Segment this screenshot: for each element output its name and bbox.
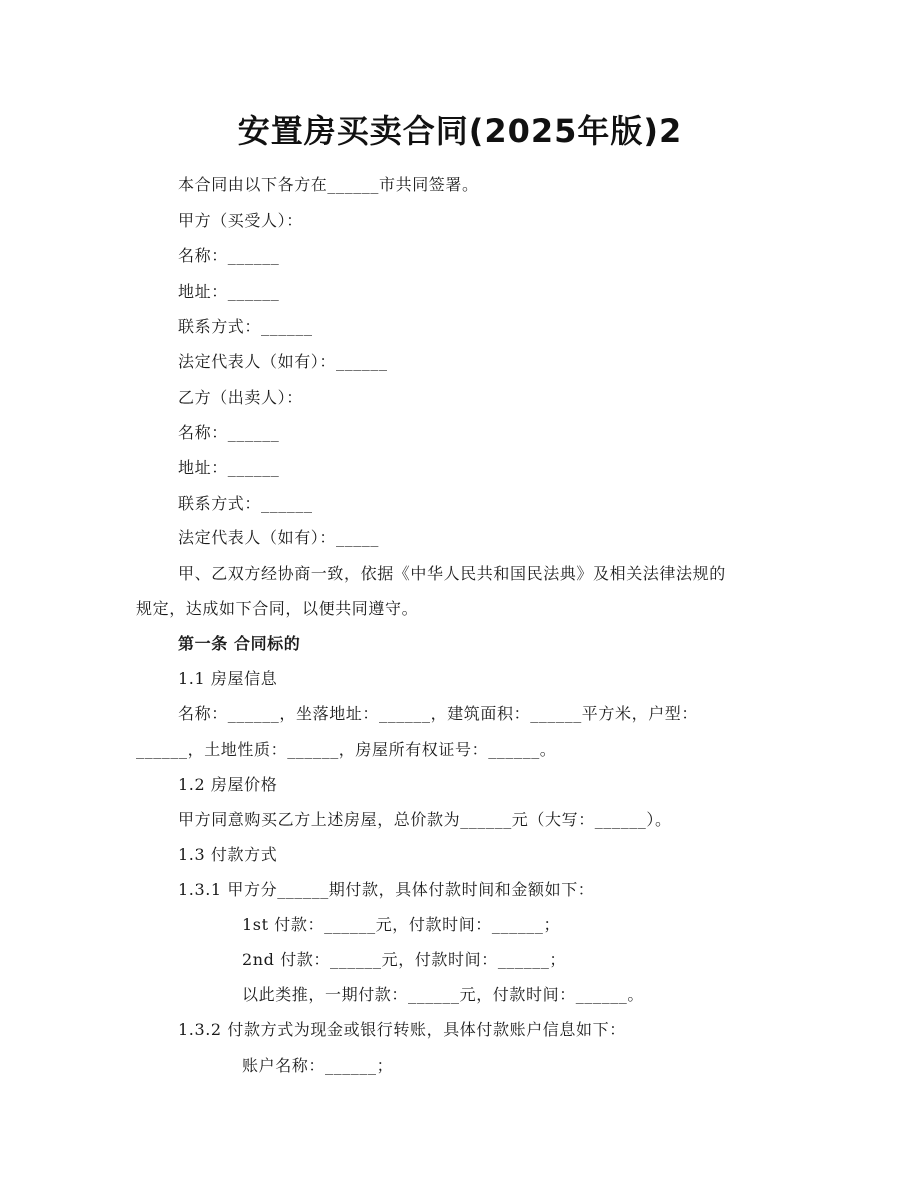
document-title: 安置房买卖合同(2025年版)2 xyxy=(237,112,683,150)
section-1-3-1-line: 1.3.1 甲方分______期付款，具体付款时间和金额如下： xyxy=(178,880,595,899)
party-a-heading: 甲方（买受人）： xyxy=(178,211,303,230)
party-a-contact: 联系方式：______ xyxy=(178,317,313,336)
preamble-line-1: 甲、乙双方经协商一致，依据《中华人民共和国民法典》及相关法律法规的 xyxy=(178,564,726,583)
price-line: 甲方同意购买乙方上述房屋，总价款为______元（大写：______）。 xyxy=(178,810,672,829)
section-1-3-2-line: 1.3.2 付款方式为现金或银行转账，具体付款账户信息如下： xyxy=(178,1020,626,1039)
party-b-heading: 乙方（出卖人）： xyxy=(178,388,303,407)
section-1-1-heading: 1.1 房屋信息 xyxy=(178,669,278,688)
article-1-heading: 第一条 合同标的 xyxy=(178,634,301,653)
party-b-name: 名称：______ xyxy=(178,423,280,442)
payment-2-line: 2nd 付款：______元，付款时间：______； xyxy=(242,950,567,969)
preamble-line-2: 规定，达成如下合同，以便共同遵守。 xyxy=(136,599,419,618)
account-name-line: 账户名称：______； xyxy=(242,1056,394,1075)
payment-etc-line: 以此类推，一期付款：______元，付款时间：______。 xyxy=(242,985,645,1004)
signing-place-line: 本合同由以下各方在______市共同签署。 xyxy=(178,175,479,194)
section-1-2-heading: 1.2 房屋价格 xyxy=(178,775,278,794)
party-a-legal-rep: 法定代表人（如有）：______ xyxy=(178,352,388,371)
party-b-legal-rep: 法定代表人（如有）：_____ xyxy=(178,528,380,547)
party-b-contact: 联系方式：______ xyxy=(178,494,313,513)
house-info-line-1: 名称：______，坐落地址：______，建筑面积：______平方米，户型： xyxy=(178,704,699,723)
party-a-address: 地址：______ xyxy=(178,282,280,301)
section-1-3-heading: 1.3 付款方式 xyxy=(178,845,278,864)
party-b-address: 地址：______ xyxy=(178,458,280,477)
party-a-name: 名称：______ xyxy=(178,246,280,265)
payment-1-line: 1st 付款：______元，付款时间：______； xyxy=(242,915,561,934)
house-info-line-2: ______，土地性质：______，房屋所有权证号：______。 xyxy=(136,740,557,759)
